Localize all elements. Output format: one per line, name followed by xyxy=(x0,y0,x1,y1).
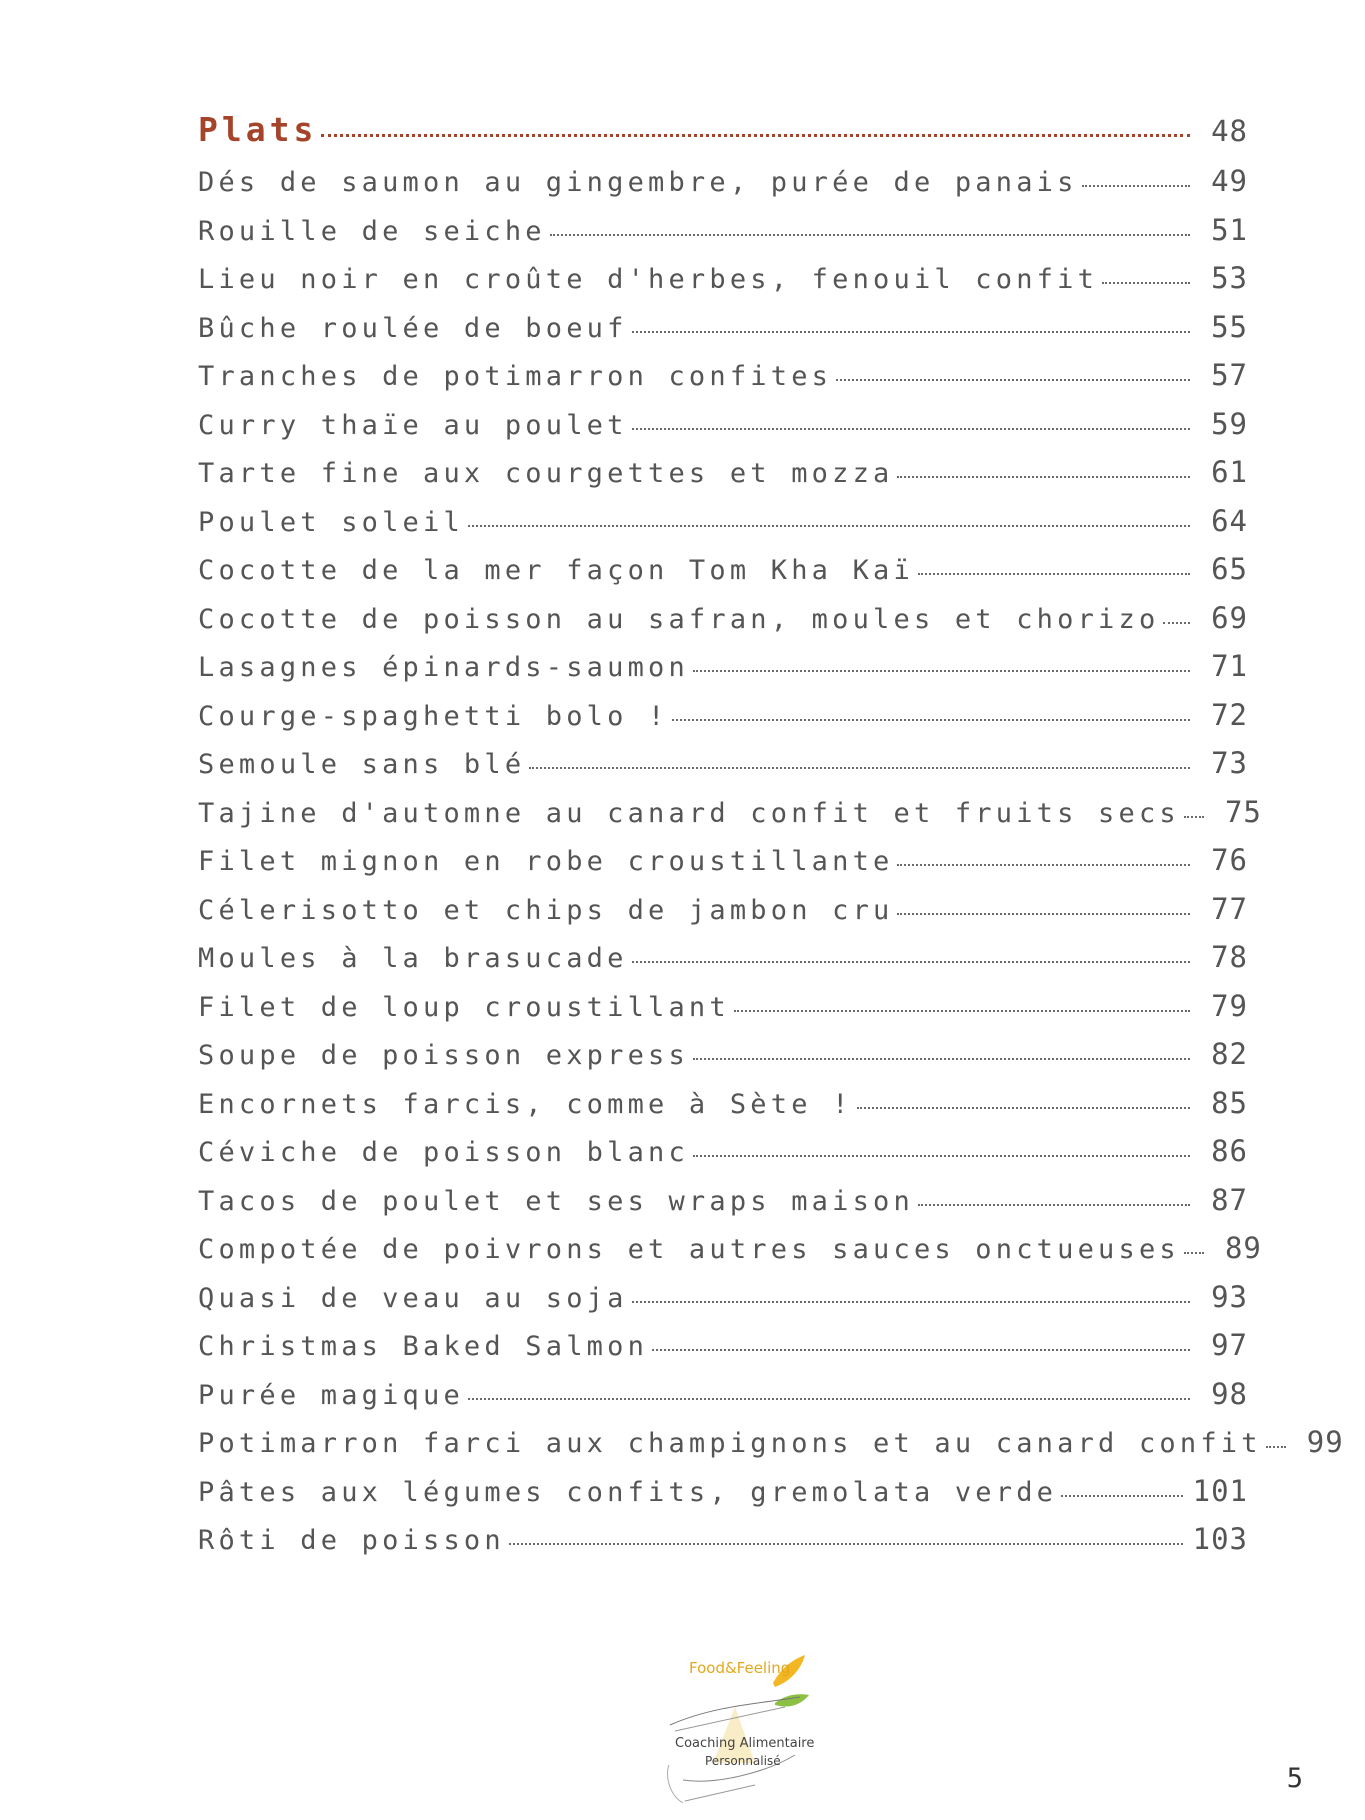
dot-leader xyxy=(1102,282,1190,284)
dot-leader xyxy=(693,670,1190,672)
toc-entry-page-number: 57 xyxy=(1211,358,1248,392)
toc-entry-page-number: 64 xyxy=(1211,503,1248,538)
toc-entry[interactable] xyxy=(198,746,1248,795)
toc-entry-title: Compotée de poivrons et autres sauces onctueuses xyxy=(198,1234,1180,1265)
toc-entry-page-number: 61 xyxy=(1211,455,1248,489)
toc-entry[interactable] xyxy=(198,843,1248,892)
logo-brand-text: Food&Feeling xyxy=(689,1659,791,1677)
toc-entries xyxy=(198,164,1344,1571)
toc-entry-page-number: 97 xyxy=(1211,1328,1248,1362)
toc-entry-page-number: 78 xyxy=(1211,940,1248,974)
toc-entry-title: Filet de loup croustillant xyxy=(198,991,730,1023)
toc-entry-page-number: 98 xyxy=(1211,1376,1248,1411)
toc-entry-title: Courge-spaghetti bolo ! xyxy=(198,700,669,732)
toc-entry-page-number: 87 xyxy=(1211,1182,1248,1217)
dot-leader xyxy=(1184,1252,1204,1254)
toc-entry-page-number: 79 xyxy=(1211,988,1248,1023)
toc-entry[interactable] xyxy=(198,892,1248,941)
toc-entry-page-number: 69 xyxy=(1211,600,1248,635)
toc-entry-page-number: 51 xyxy=(1211,212,1248,247)
dot-leader xyxy=(734,1010,1190,1012)
toc-entry-title: Soupe de poisson express xyxy=(198,1040,689,1071)
dot-leader xyxy=(897,864,1190,866)
toc-entry[interactable] xyxy=(198,794,1262,844)
dot-leader xyxy=(918,573,1190,575)
toc-entry[interactable] xyxy=(198,698,1248,747)
dot-leader xyxy=(693,1155,1190,1157)
toc-entry[interactable] xyxy=(198,358,1248,407)
toc-entry-title: Christmas Baked Salmon xyxy=(198,1331,649,1362)
section-title: Plats xyxy=(198,110,318,149)
toc-entry-page-number: 103 xyxy=(1192,1522,1248,1556)
toc-entry[interactable] xyxy=(198,1425,1344,1474)
toc-entry[interactable] xyxy=(198,1134,1248,1183)
toc-entry-page-number: 86 xyxy=(1211,1134,1248,1168)
dot-leader xyxy=(1082,185,1190,187)
toc-entry[interactable] xyxy=(198,649,1248,698)
toc-entry-title: Rouille de seiche xyxy=(198,215,546,247)
section-page-number: 48 xyxy=(1211,114,1248,148)
toc-entry-title: Lasagnes épinards-saumon xyxy=(198,652,689,683)
toc-entry-page-number: 75 xyxy=(1224,794,1262,829)
toc-entry-title: Purée magique xyxy=(198,1379,464,1411)
toc-section-heading[interactable] xyxy=(198,110,1248,164)
toc-entry[interactable] xyxy=(198,261,1248,310)
toc-entry-title: Céviche de poisson blanc xyxy=(198,1137,689,1168)
toc-entry[interactable] xyxy=(198,1086,1248,1135)
toc-entry[interactable] xyxy=(198,310,1248,359)
dot-leader xyxy=(897,476,1190,478)
toc-entry[interactable] xyxy=(198,1377,1248,1426)
dot-leader xyxy=(1266,1446,1286,1448)
dot-leader xyxy=(632,1301,1190,1303)
toc-entry-title: Tacos de poulet et ses wraps maison xyxy=(198,1185,914,1217)
toc-entry-page-number: 65 xyxy=(1211,552,1248,586)
toc-entry[interactable] xyxy=(198,552,1248,601)
toc-entry[interactable] xyxy=(198,1474,1248,1523)
toc-entry-title: Cocotte de la mer façon Tom Kha Kaï xyxy=(198,555,914,586)
dot-leader xyxy=(693,1058,1190,1060)
toc-entry-title: Cocotte de poisson au safran, moules et chorizo xyxy=(198,603,1160,635)
toc-entry-page-number: 89 xyxy=(1224,1231,1262,1265)
toc-entry[interactable] xyxy=(198,455,1248,504)
dot-leader xyxy=(529,767,1190,769)
toc-entry-title: Rôti de poisson xyxy=(198,1525,505,1556)
toc-entry-page-number: 73 xyxy=(1211,746,1248,780)
dot-leader xyxy=(1163,622,1190,624)
toc-entry-title: Quasi de veau au soja xyxy=(198,1282,628,1314)
toc-entry[interactable] xyxy=(198,504,1248,553)
toc-entry-page-number: 72 xyxy=(1211,697,1248,732)
dot-leader xyxy=(321,134,1190,137)
toc-entry[interactable] xyxy=(198,164,1248,213)
toc-entry-page-number: 71 xyxy=(1211,649,1248,683)
toc-entry-title: Célerisotto et chips de jambon cru xyxy=(198,894,894,926)
dot-leader xyxy=(632,961,1190,963)
toc-entry[interactable] xyxy=(198,940,1248,989)
toc-entry-page-number: 59 xyxy=(1211,406,1248,441)
toc-entry-title: Tarte fine aux courgettes et mozza xyxy=(198,458,894,489)
toc-entry[interactable] xyxy=(198,601,1248,650)
dot-leader xyxy=(918,1204,1190,1206)
dot-leader xyxy=(550,234,1190,236)
dot-leader xyxy=(1184,816,1204,818)
logo-line1-text: Coaching Alimentaire xyxy=(675,1736,815,1751)
toc-entry-title: Moules à la brasucade xyxy=(198,943,628,974)
toc-entry[interactable] xyxy=(198,1231,1262,1280)
dot-leader xyxy=(632,331,1190,333)
toc-entry-title: Pâtes aux légumes confits, gremolata verde xyxy=(198,1476,1058,1508)
toc-entry[interactable] xyxy=(198,1522,1248,1571)
toc-entry-title: Tajine d'automne au canard confit et fruits secs xyxy=(198,797,1180,829)
toc-entry[interactable] xyxy=(198,1328,1248,1377)
logo-line2-text: Personnalisé xyxy=(705,1754,781,1768)
toc-entry-page-number: 53 xyxy=(1211,261,1248,295)
dot-leader xyxy=(652,1349,1190,1351)
toc-entry-title: Tranches de potimarron confites xyxy=(198,361,833,392)
toc-entry-title: Curry thaïe au poulet xyxy=(198,409,628,441)
dot-leader xyxy=(897,913,1190,915)
dot-leader xyxy=(632,428,1190,430)
toc-entry-title: Potimarron farci aux champignons et au canard confit xyxy=(198,1428,1262,1459)
toc-entry-page-number: 55 xyxy=(1211,309,1248,344)
toc-entry-title: Lieu noir en croûte d'herbes, fenouil confit xyxy=(198,264,1099,295)
toc-entry[interactable] xyxy=(198,1280,1248,1329)
toc-entry-title: Dés de saumon au gingembre, purée de panais xyxy=(198,167,1078,198)
toc-entry-title: Bûche roulée de boeuf xyxy=(198,312,628,344)
dot-leader xyxy=(857,1107,1190,1109)
toc-entry-page-number: 82 xyxy=(1211,1037,1248,1071)
toc-entry[interactable] xyxy=(198,213,1248,262)
dot-leader xyxy=(836,379,1190,381)
toc-entry-page-number: 99 xyxy=(1306,1425,1344,1459)
toc-entry-title: Encornets farcis, comme à Sète ! xyxy=(198,1088,853,1120)
page-number: 5 xyxy=(1286,1763,1303,1794)
toc-entry[interactable] xyxy=(198,1183,1248,1232)
dot-leader xyxy=(468,1398,1190,1400)
toc-entry[interactable] xyxy=(198,1037,1248,1086)
toc-entry-page-number: 93 xyxy=(1211,1279,1248,1314)
table-of-contents xyxy=(198,110,1344,1571)
toc-entry[interactable] xyxy=(198,989,1248,1038)
toc-entry-title: Filet mignon en robe croustillante xyxy=(198,846,894,877)
dot-leader xyxy=(672,719,1190,721)
toc-entry-title: Semoule sans blé xyxy=(198,749,526,780)
toc-entry-page-number: 85 xyxy=(1211,1085,1248,1120)
toc-entry-page-number: 49 xyxy=(1211,164,1248,198)
dot-leader xyxy=(509,1543,1183,1545)
food-feeling-logo xyxy=(655,1645,835,1810)
dot-leader xyxy=(468,525,1190,527)
toc-entry-page-number: 77 xyxy=(1211,891,1248,926)
toc-entry-page-number: 101 xyxy=(1192,1473,1248,1508)
dot-leader xyxy=(1061,1495,1182,1497)
toc-entry[interactable] xyxy=(198,407,1248,456)
toc-entry-title: Poulet soleil xyxy=(198,506,464,538)
toc-entry-page-number: 76 xyxy=(1211,843,1248,877)
